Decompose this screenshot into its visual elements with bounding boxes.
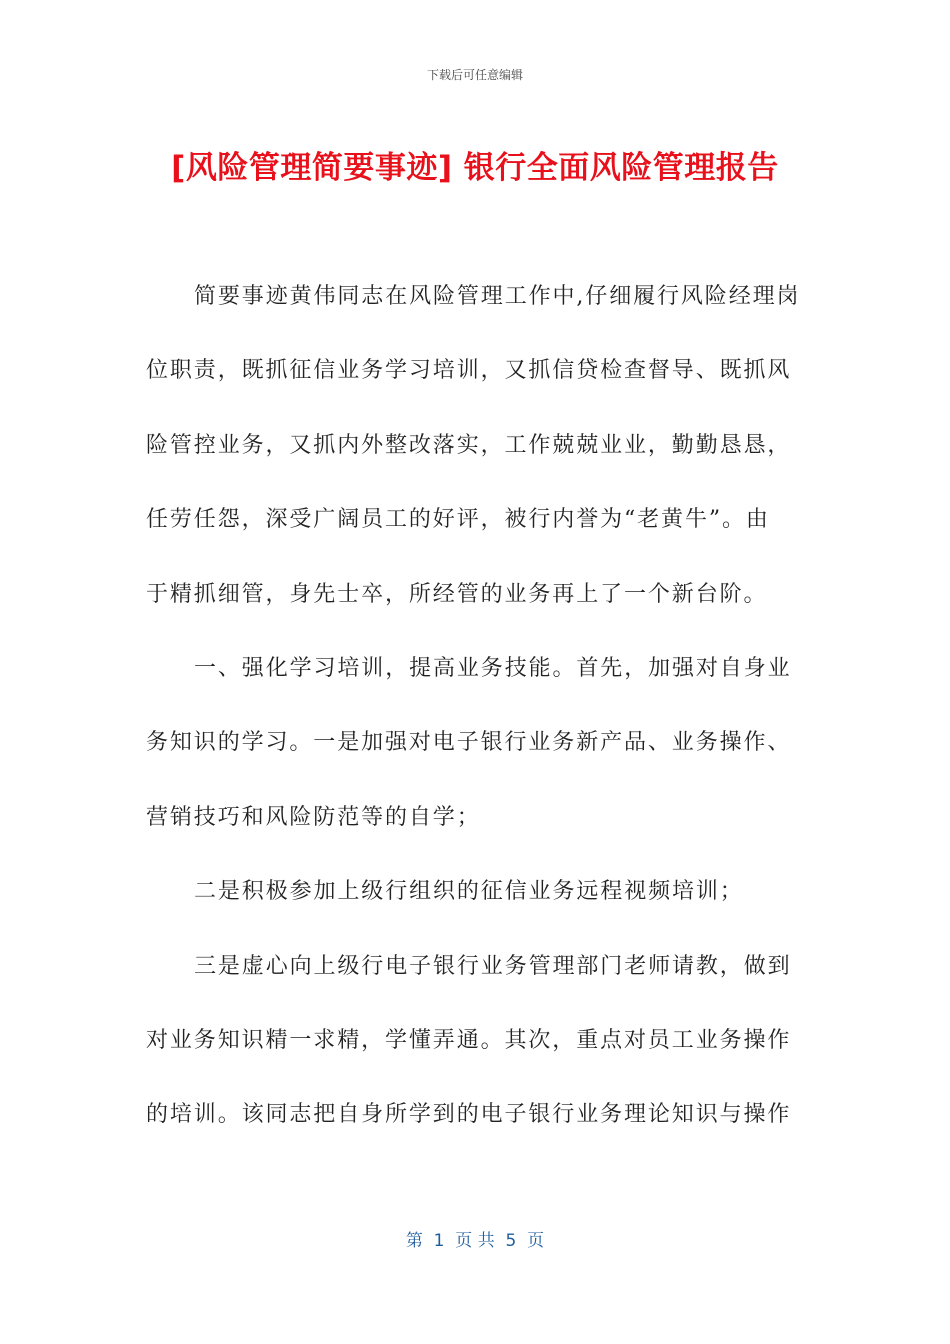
paragraph-line: 简要事迹黄伟同志在风险管理工作中,仔细履行风险经理岗 [194, 284, 801, 309]
paragraph-line: 务知识的学习。一是加强对电子银行业务新产品、业务操作、 [146, 730, 792, 756]
paragraph-line: 三是虚心向上级行电子银行业务管理部门老师请教，做到 [194, 953, 792, 979]
document-title: [风险管理简要事迹] 银行全面风险管理报告 [171, 150, 779, 186]
page-number-footer: 第 1 页 共 5 页 [405, 1231, 545, 1251]
paragraph-line: 险管控业务，又抓内外整改落实，工作兢兢业业，勤勤恳恳， [146, 432, 792, 458]
paragraph-line: 对业务知识精一求精，学懂弄通。其次，重点对员工业务操作 [146, 1027, 792, 1053]
paragraph-line: 营销技巧和风险防范等的自学； [146, 804, 481, 830]
paragraph-line: 任劳任怨，深受广阔员工的好评，被行内誉为“老黄牛”。由 [146, 507, 770, 533]
paragraph-line: 位职责，既抓征信业务学习培训，又抓信贷检查督导、既抓风 [146, 358, 792, 384]
paragraph-line: 于精抓细管，身先士卒，所经管的业务再上了一个新台阶。 [146, 581, 768, 607]
document-body [146, 273, 806, 1166]
paragraph-line: 的培训。该同志把自身所学到的电子银行业务理论知识与操作 [146, 1102, 792, 1128]
paragraph-line: 一、强化学习培训，提高业务技能。首先，加强对自身业 [194, 655, 792, 681]
paragraph-line: 二是积极参加上级行组织的征信业务远程视频培训； [194, 879, 744, 905]
header-note: 下载后可任意编辑 [426, 68, 523, 82]
